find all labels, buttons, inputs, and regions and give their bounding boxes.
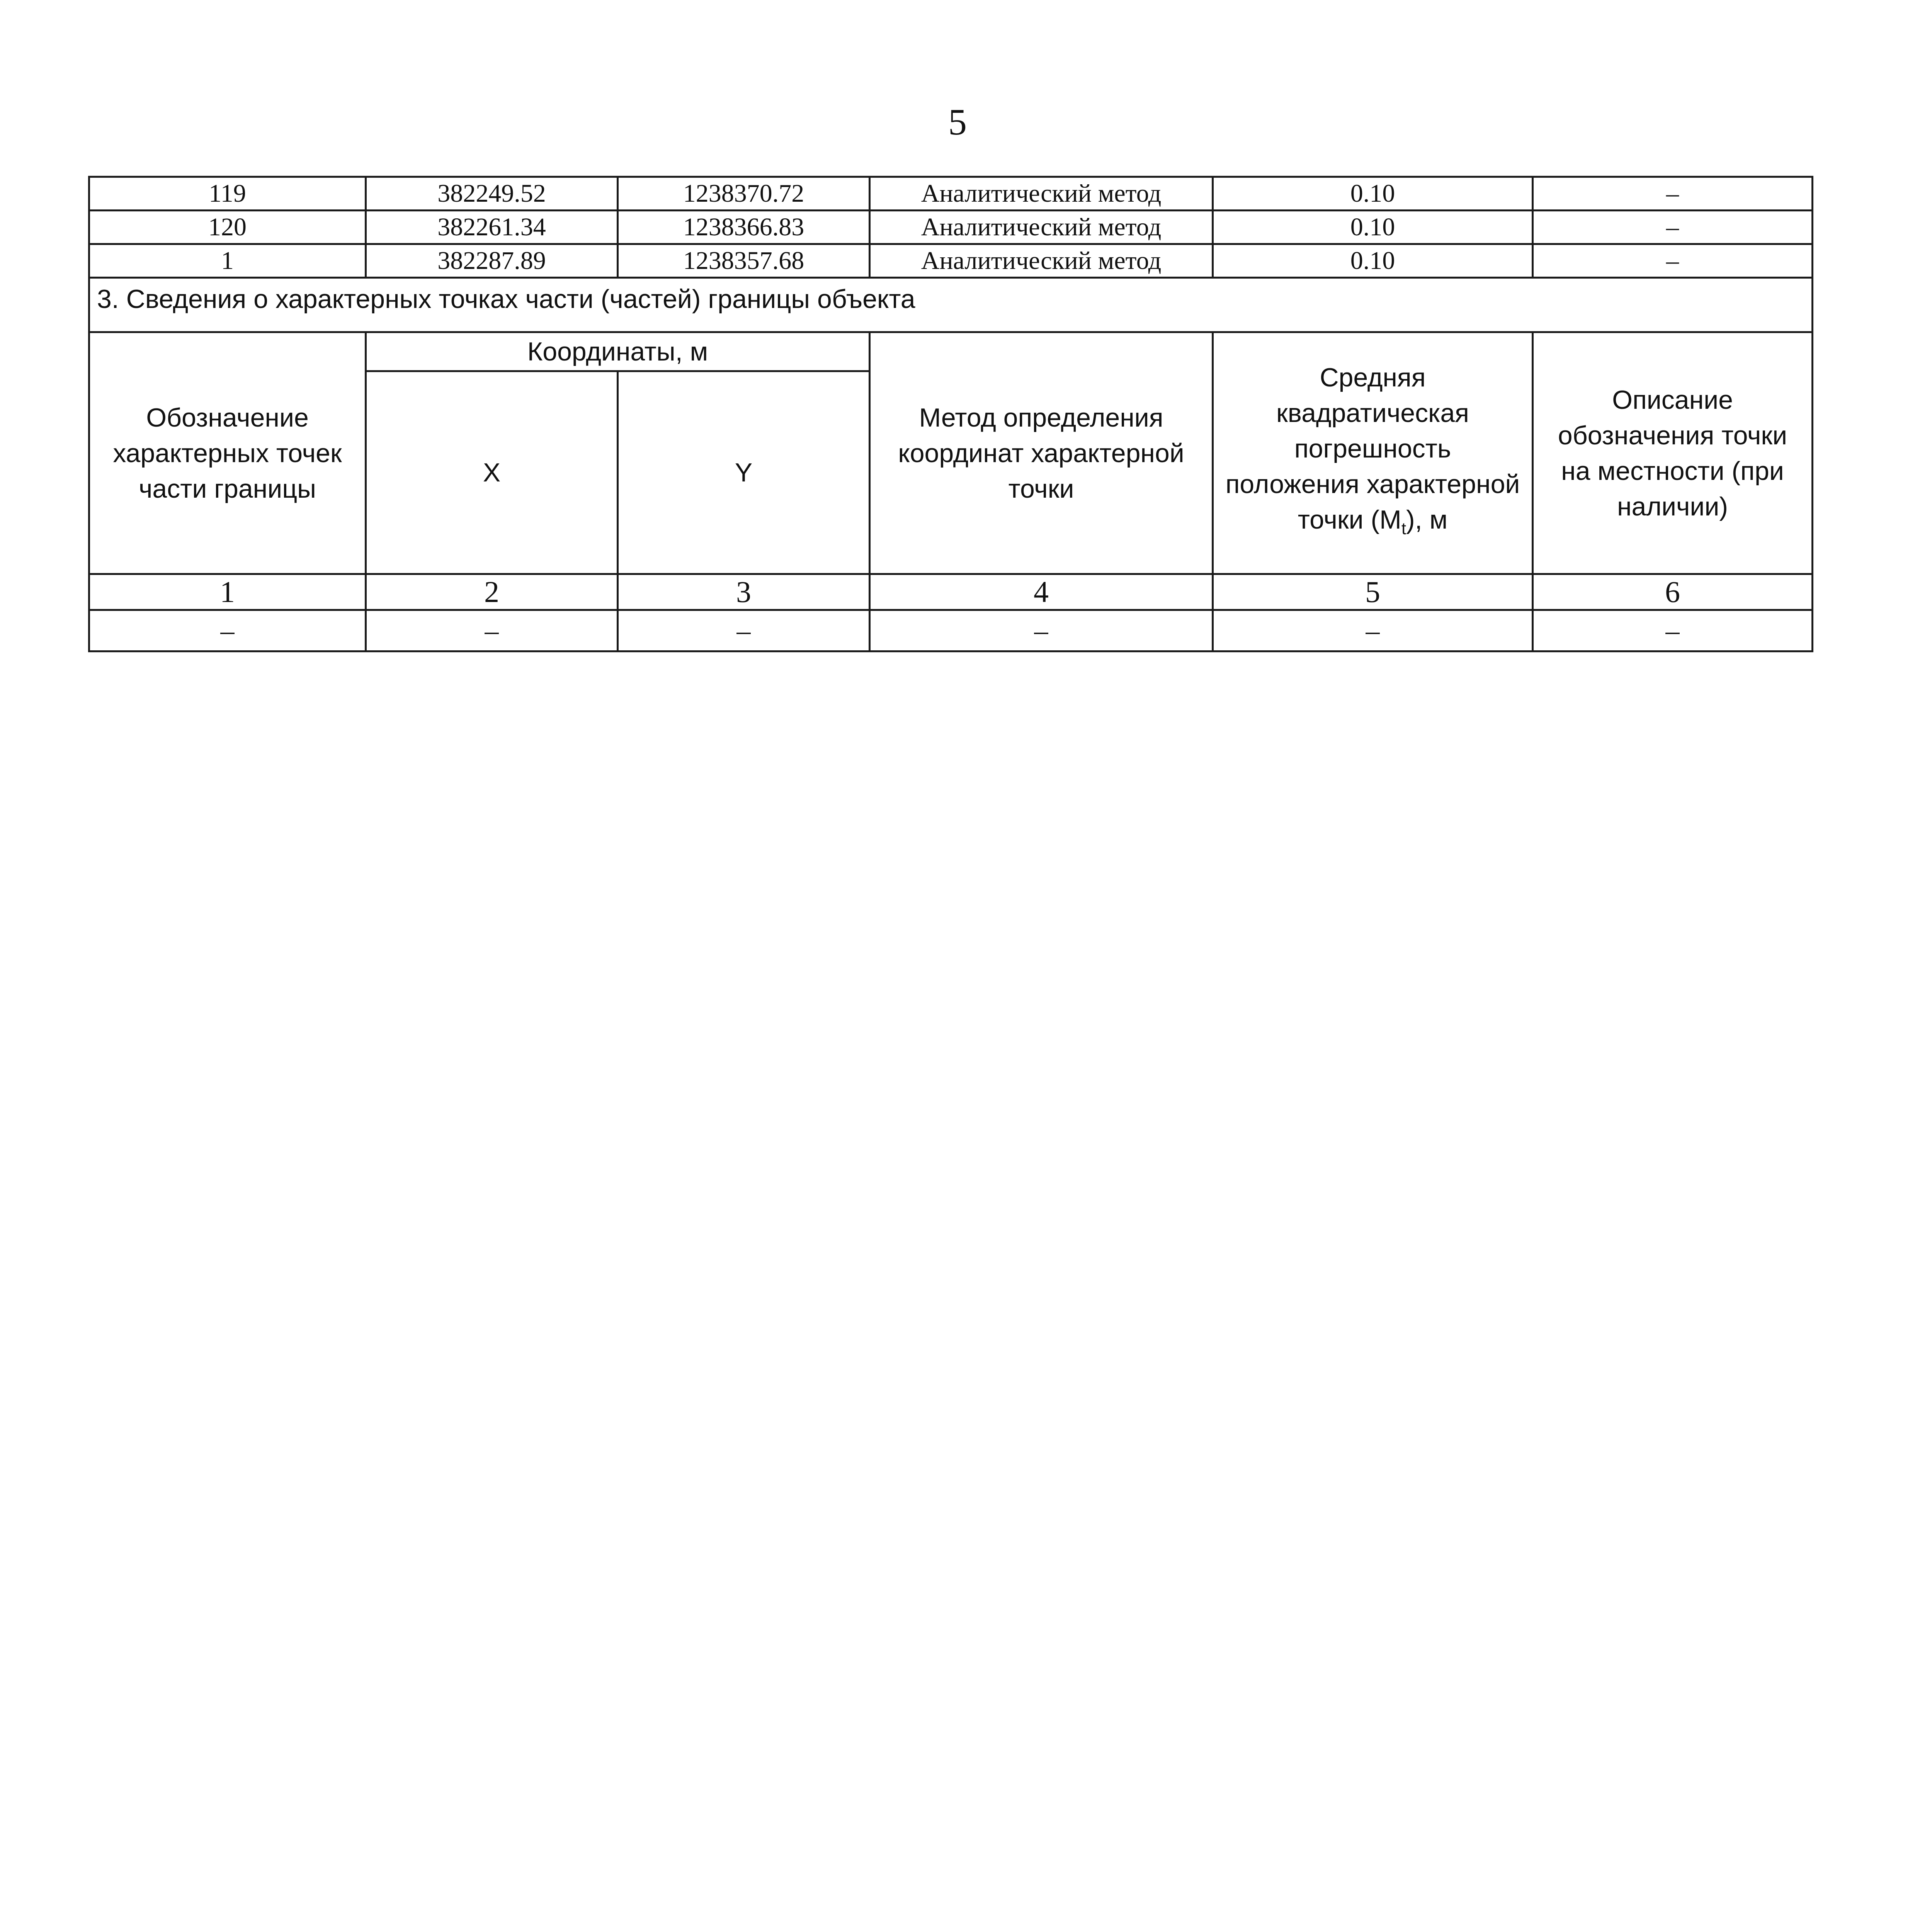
y-cell: 1238357.68 [618, 244, 870, 278]
section-title: 3. Сведения о характерных точках части (частей) границы объекта [89, 278, 1813, 332]
y-cell: 1238366.83 [618, 211, 870, 244]
empty-cell: – [1533, 610, 1813, 651]
error-cell: 0.10 [1213, 244, 1533, 278]
column-number: 6 [1533, 574, 1813, 610]
x-cell: 382287.89 [366, 244, 618, 278]
header-error-tail: ), м [1406, 505, 1448, 534]
header-row-top [89, 332, 1813, 371]
empty-cell: – [89, 610, 366, 651]
x-cell: 382249.52 [366, 177, 618, 211]
empty-cell: – [870, 610, 1213, 651]
column-number: 4 [870, 574, 1213, 610]
header-coords: Координаты, м [366, 332, 870, 371]
column-number: 5 [1213, 574, 1533, 610]
description-cell: – [1533, 244, 1813, 278]
point-cell: 120 [89, 211, 366, 244]
page-number: 5 [948, 101, 967, 143]
table-row [89, 211, 1813, 244]
header-error-subscript: t [1401, 519, 1406, 538]
coordinates-table [88, 176, 1813, 652]
error-cell: 0.10 [1213, 211, 1533, 244]
description-cell: – [1533, 211, 1813, 244]
header-error-text: Средняя квадратическая погрешность положения характерной точки (M [1225, 362, 1520, 534]
section-title-row [89, 278, 1813, 332]
coordinates-table-wrapper [88, 176, 1811, 652]
error-cell: 0.10 [1213, 177, 1533, 211]
table-row [89, 177, 1813, 211]
point-cell: 119 [89, 177, 366, 211]
column-number-row [89, 574, 1813, 610]
column-number: 2 [366, 574, 618, 610]
empty-cell: – [1213, 610, 1533, 651]
method-cell: Аналитический метод [870, 244, 1213, 278]
x-cell: 382261.34 [366, 211, 618, 244]
empty-cell: – [366, 610, 618, 651]
header-point: Обозначение характерных точек части границы [89, 332, 366, 574]
table-row [89, 244, 1813, 278]
point-cell: 1 [89, 244, 366, 278]
y-cell: 1238370.72 [618, 177, 870, 211]
header-method: Метод определения координат характерной точки [870, 332, 1213, 574]
empty-data-row [89, 610, 1813, 651]
header-y: Y [618, 371, 870, 574]
header-error [1213, 332, 1533, 574]
header-description: Описание обозначения точки на местности (при наличии) [1533, 332, 1813, 574]
method-cell: Аналитический метод [870, 211, 1213, 244]
empty-cell: – [618, 610, 870, 651]
header-x: X [366, 371, 618, 574]
method-cell: Аналитический метод [870, 177, 1213, 211]
column-number: 3 [618, 574, 870, 610]
column-number: 1 [89, 574, 366, 610]
description-cell: – [1533, 177, 1813, 211]
